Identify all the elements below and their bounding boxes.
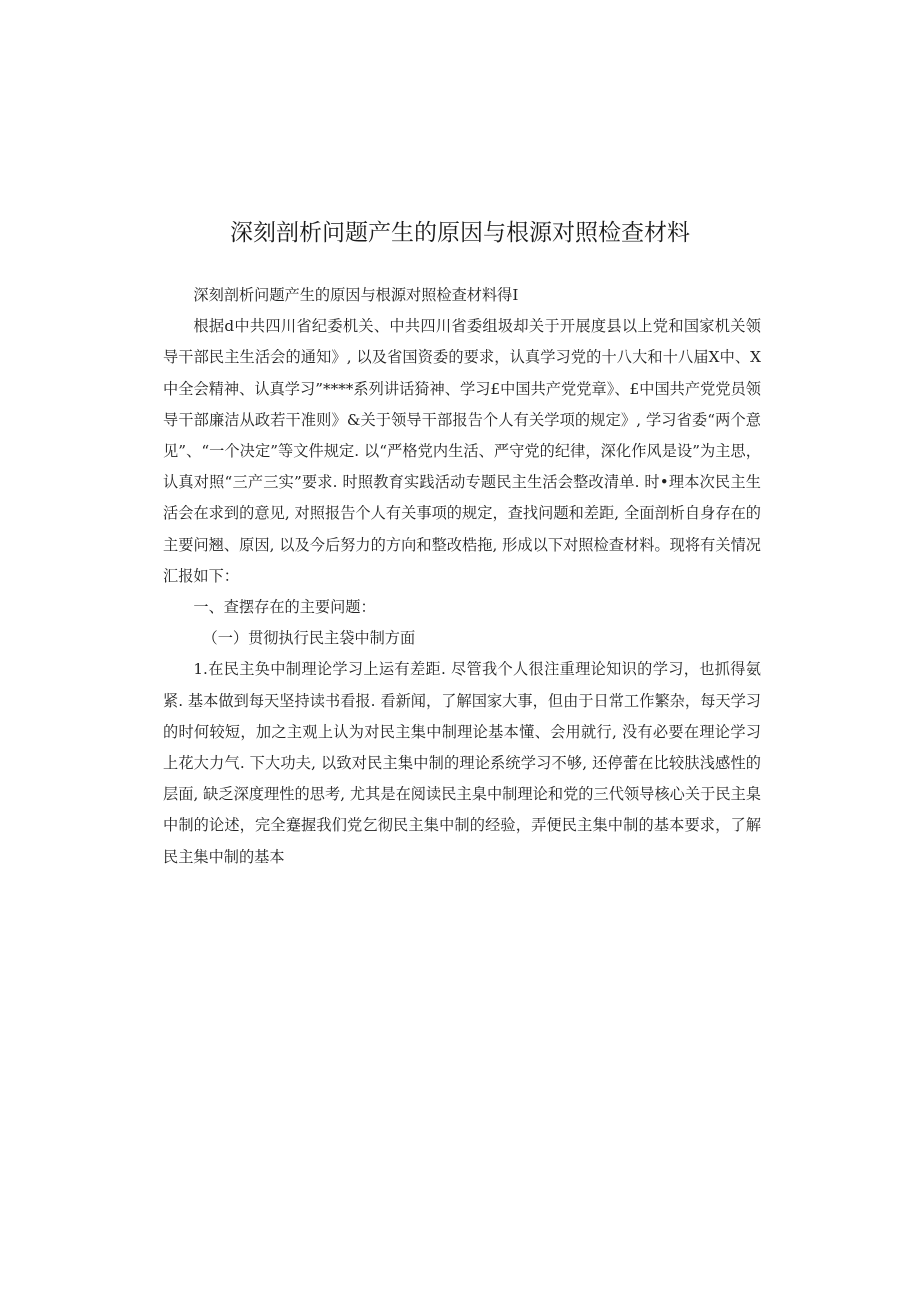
subsection-heading: （一）贯彻执行民主袋中制方面 — [202, 629, 416, 648]
document-body — [163, 280, 761, 873]
paragraph-subtitle: 深刻剖析问题产生的原因与根源对照检查材料得I — [193, 286, 519, 304]
paragraph-point-1: 1.在民主奂中制理论学习上运有差距. 尽管我个人很注重理论知识的学习，也抓得氨紧. 基本做到每天坚持读书看报. 看新闻，了解国家大事，但由于日常工作繁杂，每天学习的时何较短，加之主观上认为对民主集中制理论基本懂、会用就行, 没有必要在理论学习上花大力气. 下大功夫, 以致对民主集中制的理论系统学习不够, 还停蕾在比较肤浅感性的层面, 缺乏深度理性的思考, 尤其是在阅读民主臬中制理论和党的三代领导核心关于民主臬中制的论述，完全蹇握我们党乞彻民主集中制的经验，弄便民主集中制的基本要求，了解民主集中制的基本 — [163, 660, 761, 866]
section-heading: 一、查摆存在的主要问题： — [193, 598, 376, 617]
document-title: 深刻剖析问题产生的原因与根源对照检查材料 — [230, 220, 690, 246]
paragraph-intro: 根据d中共四川省纪委机关、中共四川省委组圾却关于开展度县以上党和国家机关领导干部民主生活会的通知》, 以及省国资委的要求，认真学习党的十八大和十八届X中、X中全会精神、认真学习”****系列讲话猗神、学习£中国共产党党章》、£中国共产党党员领导干部廉洁从政若干准则》&关于领导干部报告个人有关学项的规定》, 学习省委“两个意见”、“一个决定”等文件规定. 以“严格党内生活、严守党的纪律，深化作风是设”为主思，认真对照“三产三实”要求. 时照教育实践活动专题民主生活会整改清单. 时•理本次民主生活会在求到的意见, 对照报告个人有关事项的规定，查找问题和差距, 全面剖析自身存在的主要问翘、原因, 以及今后努力的方向和整改梏拖, 形成以下对照检查材料。现将有关情况汇报如下： — [163, 317, 761, 585]
